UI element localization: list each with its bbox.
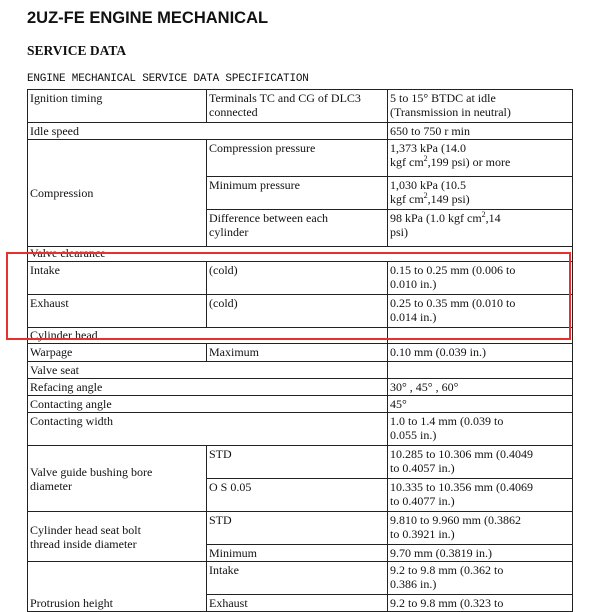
table-row — [28, 344, 573, 362]
condition-cell: (cold) — [207, 262, 388, 295]
spec-cell: 9.2 to 9.8 mm (0.323 to — [388, 595, 573, 612]
table-caption: ENGINE MECHANICAL SERVICE DATA SPECIFICATION — [27, 73, 309, 85]
condition-cell: Maximum — [207, 344, 388, 362]
table-row — [28, 362, 573, 379]
table-row — [28, 328, 573, 344]
condition-cell: Difference between each cylinder — [207, 210, 388, 247]
service-data-table — [27, 89, 573, 612]
spec-cell: 0.10 mm (0.039 in.) — [388, 344, 573, 362]
item-cell: Contacting angle — [28, 396, 388, 413]
item-cell: Cylinder head seat bolt thread inside diameter — [28, 512, 207, 562]
item-cell: Idle speed — [28, 123, 388, 140]
document-title: 2UZ-FE ENGINE MECHANICAL — [27, 9, 269, 27]
spec-cell: 1.0 to 1.4 mm (0.039 to 0.055 in.) — [388, 413, 573, 446]
spec-cell: 98 kPa (1.0 kgf $cm^2,14$ psi) — [388, 210, 573, 247]
item-cell: Ignition timing — [28, 90, 207, 123]
table-row — [28, 247, 573, 262]
condition-cell: Compression pressure — [207, 140, 388, 177]
condition-cell: Minimum pressure — [207, 177, 388, 210]
table-row — [28, 413, 573, 446]
section-title: SERVICE DATA — [27, 43, 127, 58]
spec-cell — [388, 328, 573, 344]
table-row — [28, 262, 573, 295]
item-cell: Compression — [28, 140, 207, 247]
table-row — [28, 562, 573, 595]
item-cell: Warpage — [28, 344, 207, 362]
item-cell: Protrusion height — [28, 562, 207, 612]
condition-cell: O S 0.05 — [207, 479, 388, 512]
table-row — [28, 90, 573, 123]
spec-cell: 45° — [388, 396, 573, 413]
item-cell: Contacting width — [28, 413, 388, 446]
spec-cell: 0.25 to 0.35 mm (0.010 to 0.014 in.) — [388, 295, 573, 328]
table-row — [28, 446, 573, 479]
item-cell: Intake — [28, 262, 207, 295]
item-cell: Valve guide bushing bore diameter — [28, 446, 207, 512]
condition-cell: Terminals TC and CG of DLC3 connected — [207, 90, 388, 123]
condition-cell: Intake — [207, 562, 388, 595]
condition-cell: (cold) — [207, 295, 388, 328]
group-heading-cell: Valve clearance — [28, 247, 573, 262]
table-row — [28, 123, 573, 140]
spec-cell: 9.2 to 9.8 mm (0.362 to 0.386 in.) — [388, 562, 573, 595]
group-heading-cell: Valve seat — [28, 362, 388, 379]
spec-cell: 1,030 kPa (10.5 kgf $cm^2,149$ psi) — [388, 177, 573, 210]
condition-cell: Exhaust — [207, 595, 388, 612]
condition-cell: STD — [207, 512, 388, 545]
spec-cell: 650 to 750 r min — [388, 123, 573, 140]
condition-cell: Minimum — [207, 545, 388, 562]
spec-cell: 10.285 to 10.306 mm (0.4049 to 0.4057 in.) — [388, 446, 573, 479]
table-row — [28, 140, 573, 177]
spec-cell: 9.810 to 9.960 mm (0.3862 to 0.3921 in.) — [388, 512, 573, 545]
spec-cell: 9.70 mm (0.3819 in.) — [388, 545, 573, 562]
spec-cell: 30° , 45° , 60° — [388, 379, 573, 396]
spec-cell: 5 to 15° BTDC at idle (Transmission in neutral) — [388, 90, 573, 123]
table-row — [28, 295, 573, 328]
table-row — [28, 379, 573, 396]
group-heading-cell: Cylinder head — [28, 328, 388, 344]
spec-cell: 1,373 kPa (14.0 kgf $cm^2,199$ psi) or more — [388, 140, 573, 177]
item-cell: Exhaust — [28, 295, 207, 328]
spec-cell: 0.15 to 0.25 mm (0.006 to 0.010 in.) — [388, 262, 573, 295]
table-row — [28, 396, 573, 413]
spec-cell — [388, 362, 573, 379]
condition-cell: STD — [207, 446, 388, 479]
spec-cell: 10.335 to 10.356 mm (0.4069 to 0.4077 in.) — [388, 479, 573, 512]
table-row — [28, 512, 573, 545]
item-cell: Refacing angle — [28, 379, 388, 396]
